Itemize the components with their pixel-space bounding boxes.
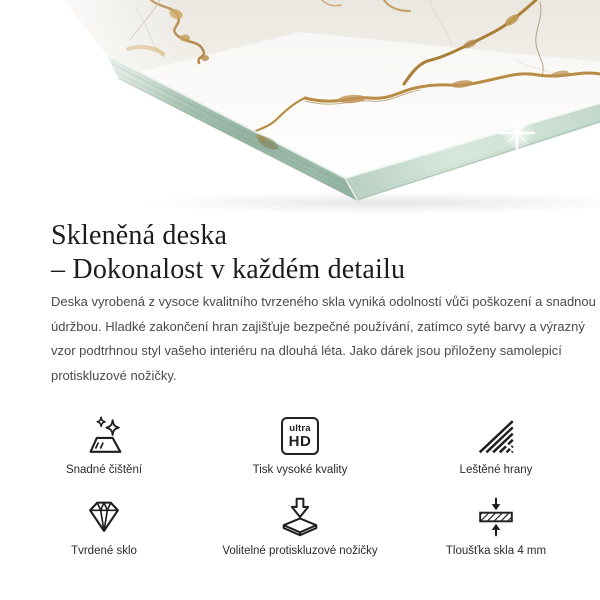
description-line: údržbou. Hladké zakončení hran zajišťuje bezpečné používání, zatímco syté barvy a výrazný [51,318,585,334]
title-line-2: – Dokonalost v každém detailu [51,254,406,285]
polished-edges-icon [473,413,519,459]
left-fade [0,0,190,215]
ultra-hd-text-bottom: HD [288,432,312,450]
page-title [51,219,560,287]
description-line: Deska vyrobená z vysoce kvalitního tvrzeného skla vyniká odolností vůči poškození a snadnou [51,294,596,309]
feature-print-quality [202,413,398,477]
glass-board-illustration [0,0,600,215]
description-line: vzor podtrhnou styl vašeho interiéru na dlouhá léta. Jako dárek jsou přiloženy samolepicí [51,343,562,358]
features-grid [0,413,600,558]
sparkle-clean-icon [81,413,127,459]
non-slip-feet-icon [277,494,323,540]
feature-label: Leštěné hrany [459,464,533,476]
sparkle-glint [500,116,534,150]
description-line: protiskluzové nožičky. [51,367,177,383]
ultra-hd-icon [281,417,319,455]
feature-easy-cleaning [6,413,202,477]
product-description [51,290,596,388]
title-line-1: Skleněná deska [51,220,228,251]
feature-label: Tisk vysoké kvality [252,464,348,476]
feature-polished-edges [398,413,594,477]
product-image [0,0,600,215]
feature-tempered-glass [6,494,202,558]
feature-label: Snadné čištění [65,464,143,476]
glass-thickness-icon [473,494,519,540]
feature-label: Volitelné protiskluzové nožičky [222,545,378,557]
diamond-icon [81,494,127,540]
feature-label: Tloušťka skla 4 mm [445,545,547,557]
feature-label: Tvrdené sklo [71,545,137,557]
ultra-hd-text-top: ultra [289,422,311,434]
feature-glass-thickness [398,494,594,558]
feature-non-slip-feet [202,494,398,558]
